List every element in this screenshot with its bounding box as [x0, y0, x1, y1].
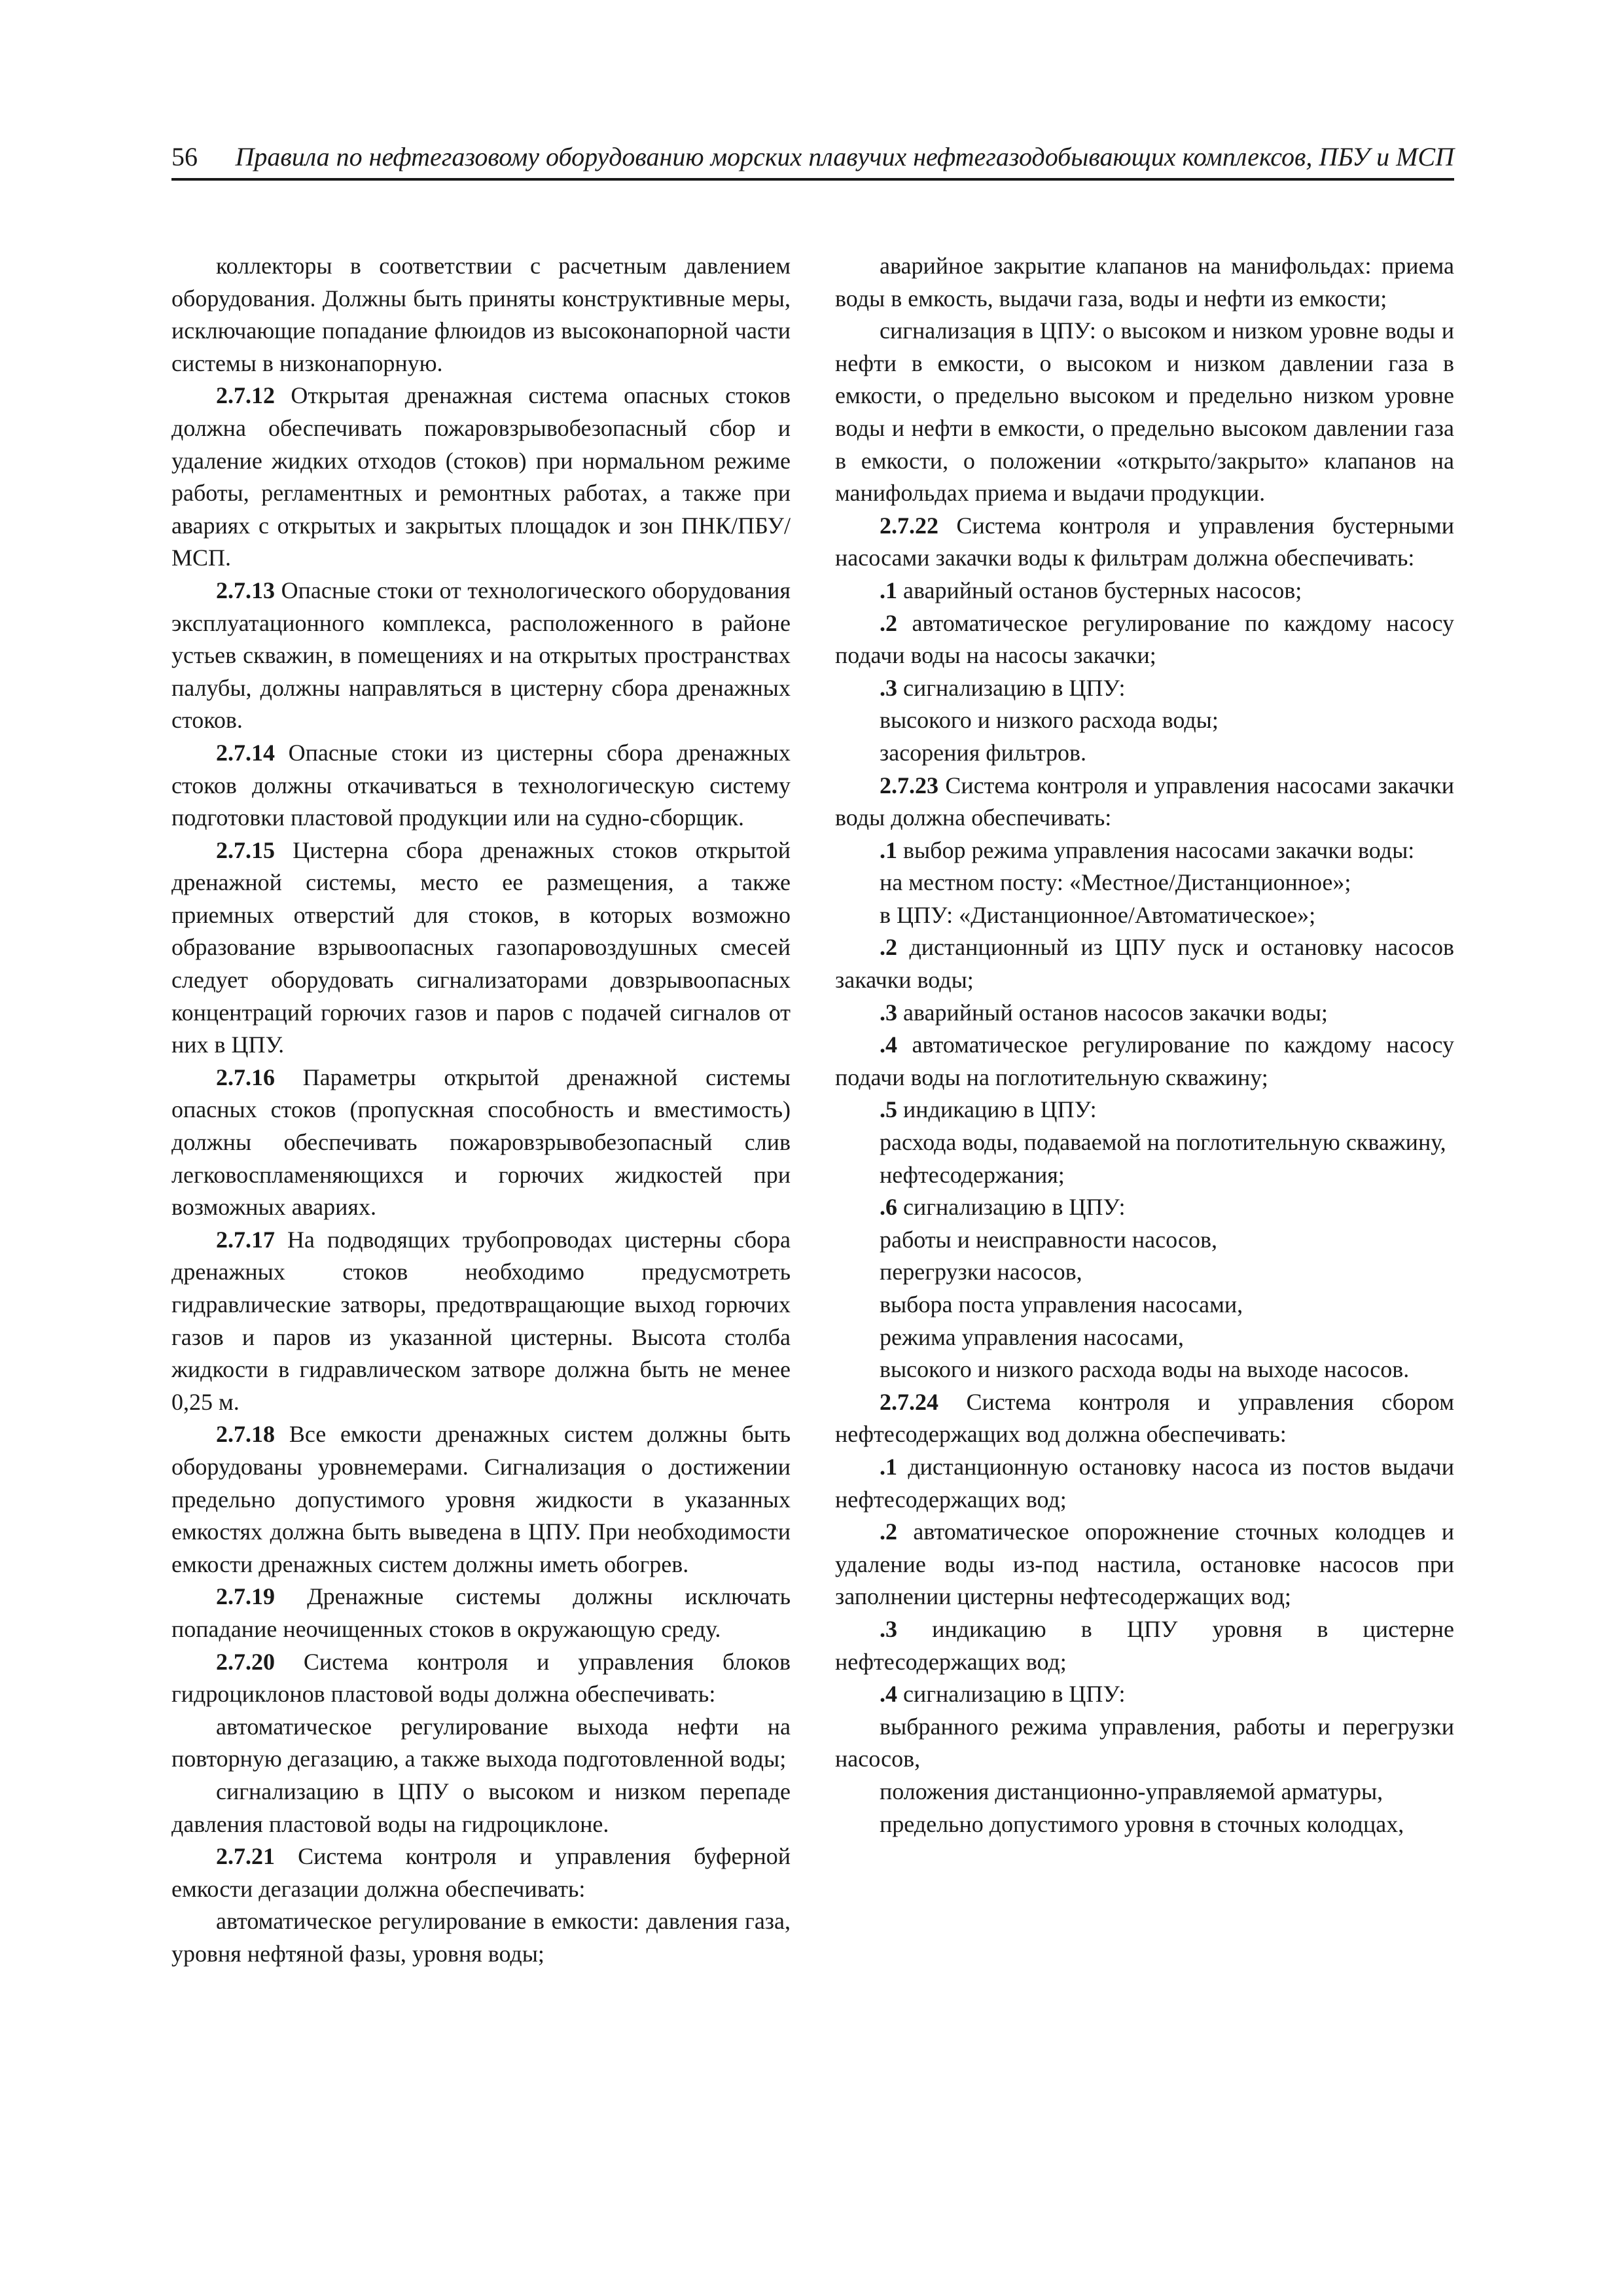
- paragraph-text: автоматическое регулирование выхода нефти на повторную дегазацию, а также выхода подготовленной воды;: [171, 1713, 791, 1772]
- paragraph-text: Система контроля и управления буферной емкости дегазации должна обеспечивать:: [171, 1843, 791, 1902]
- paragraph: [835, 1191, 1454, 1224]
- paragraph: [835, 315, 1454, 510]
- clause-number: .1: [880, 577, 897, 603]
- clause-number: .2: [880, 934, 897, 961]
- paragraph: [835, 1451, 1454, 1516]
- paragraph-text: Все емкости дренажных систем должны быть оборудованы уровнемерами. Сигнализация о достижении предельно допустимого уровня жидкости в указанных емкостях должна быть выведена в ЦПУ. При необходимости емкости дренажных систем должны иметь обогрев.: [171, 1421, 791, 1577]
- running-title: Правила по нефтегазовому оборудованию морских плавучих нефтегазодобывающих комплексов, ПБУ и МСП: [235, 142, 1454, 171]
- paragraph-text: Цистерна сбора дренажных стоков открытой дренажной системы, место ее размещения, а также приемных отверстий для стоков, в которых возможно образование взрывоопасных газопаровоздушных смесей следует оборудовать сигнализаторами довзрывоопасных концентраций горючих газов и паров с подачей сигналов от них в ЦПУ.: [171, 836, 791, 1058]
- paragraph: [835, 867, 1454, 899]
- clause-number: 2.7.24: [880, 1388, 938, 1415]
- paragraph: [171, 834, 791, 1062]
- paragraph-text: Дренажные системы должны исключать попадание неочищенных стоков в окружающую среду.: [171, 1583, 791, 1642]
- clause-number: 2.7.22: [880, 512, 938, 539]
- paragraph-text: Система контроля и управления сбором нефтесодержащих вод должна обеспечивать:: [835, 1388, 1454, 1448]
- paragraph-text: На подводящих трубопроводах цистерны сбора дренажных стоков необходимо предусмотреть гидравлические затворы, предотвращающие выход горючих газов и паров из указанной цистерны. Высота столба жидкости в гидравлическом затворе должна быть не менее 0,25 м.: [171, 1226, 791, 1415]
- paragraph-text: автоматическое опорожнение сточных колодцев и удаление воды из-под настила, остановке насосов при заполнении цистерны нефтесодержащих вод;: [835, 1518, 1454, 1610]
- paragraph-text: выбранного режима управления, работы и перегрузки насосов,: [835, 1713, 1454, 1772]
- paragraph: [835, 1516, 1454, 1613]
- paragraph: [835, 1776, 1454, 1808]
- paragraph-text: аварийный останов бустерных насосов;: [897, 577, 1302, 603]
- clause-number: 2.7.12: [216, 382, 275, 409]
- clause-number: .6: [880, 1194, 897, 1221]
- clause-number: .2: [880, 1518, 897, 1545]
- paragraph-text: дистанционную остановку насоса из постов выдачи нефтесодержащих вод;: [835, 1453, 1454, 1513]
- paragraph: [835, 1159, 1454, 1192]
- paragraph: [171, 1905, 791, 1970]
- paragraph: [835, 1224, 1454, 1257]
- paragraph: [835, 704, 1454, 737]
- paragraph-text: расхода воды, подаваемой на поглотительную скважину,: [880, 1129, 1446, 1156]
- paragraph: [835, 1094, 1454, 1126]
- paragraph: [171, 737, 791, 834]
- paragraph: [835, 607, 1454, 672]
- paragraph: [835, 1678, 1454, 1711]
- clause-number: 2.7.17: [216, 1226, 275, 1253]
- paragraph-text: сигнализацию в ЦПУ о высоком и низком перепаде давления пластовой воды на гидроциклоне.: [171, 1778, 791, 1837]
- clause-number: .3: [880, 1615, 897, 1642]
- paragraph-text: Система контроля и управления блоков гидроциклонов пластовой воды должна обеспечивать:: [171, 1648, 791, 1708]
- paragraph-text: сигнализацию в ЦПУ:: [897, 1681, 1126, 1708]
- paragraph-text: Система контроля и управления насосами закачки воды должна обеспечивать:: [835, 772, 1454, 831]
- paragraph-text: положения дистанционно-управляемой арматуры,: [880, 1778, 1383, 1804]
- paragraph: [171, 1224, 791, 1419]
- paragraph-text: сигнализацию в ЦПУ:: [897, 674, 1126, 701]
- clause-number: 2.7.14: [216, 739, 275, 766]
- paragraph-text: перегрузки насосов,: [880, 1259, 1082, 1285]
- paragraph-text: аварийный останов насосов закачки воды;: [897, 999, 1328, 1026]
- paragraph-text: режима управления насосами,: [880, 1323, 1184, 1350]
- paragraph-text: автоматическое регулирование по каждому насосу подачи воды на поглотительную скважину;: [835, 1031, 1454, 1090]
- clause-number: 2.7.19: [216, 1583, 275, 1610]
- paragraph: [835, 1029, 1454, 1094]
- paragraph: [835, 834, 1454, 867]
- clause-number: 2.7.21: [216, 1843, 275, 1870]
- clause-number: .2: [880, 609, 897, 636]
- clause-number: .1: [880, 1453, 897, 1480]
- paragraph-text: автоматическое регулирование по каждому насосу подачи воды на насосы закачки;: [835, 609, 1454, 669]
- paragraph: [835, 1289, 1454, 1321]
- clause-number: .3: [880, 999, 897, 1026]
- right-column: [835, 250, 1454, 1840]
- paragraph-text: индикацию в ЦПУ уровня в цистерне нефтесодержащих вод;: [835, 1615, 1454, 1675]
- paragraph-text: коллекторы в соответствии с расчетным давлением оборудования. Должны быть приняты конструктивные меры, исключающие попадание флюидов из высоконапорной части системы в низконапорную.: [171, 253, 791, 376]
- paragraph-text: Параметры открытой дренажной системы опасных стоков (пропускная способность и вместимость) должны обеспечивать пожаровзрывобезопасный слив легковоспламеняющихся и горючих жидкостей при возможных авариях.: [171, 1064, 791, 1221]
- paragraph: [835, 931, 1454, 996]
- clause-number: 2.7.18: [216, 1421, 275, 1448]
- paragraph-text: предельно допустимого уровня в сточных колодцах,: [880, 1810, 1404, 1837]
- paragraph: [835, 672, 1454, 705]
- clause-number: 2.7.23: [880, 772, 938, 798]
- page-header: [171, 137, 1454, 179]
- paragraph: [171, 1581, 791, 1645]
- paragraph-text: высокого и низкого расхода воды;: [880, 707, 1219, 734]
- paragraph-text: Открытая дренажная система опасных стоков должна обеспечивать пожаровзрывобезопасный сбор и удаление жидких отходов (стоков) при нормальном режиме работы, регламентных и ремонтных работах, а также при авариях с открытых и закрытых площадок и зон ПНК/ПБУ/МСП.: [171, 382, 791, 571]
- clause-number: .4: [880, 1031, 897, 1058]
- paragraph: [835, 1808, 1454, 1841]
- paragraph: [835, 1711, 1454, 1776]
- paragraph: [835, 1321, 1454, 1354]
- clause-number: 2.7.20: [216, 1648, 275, 1675]
- paragraph: [171, 1418, 791, 1581]
- paragraph: [835, 997, 1454, 1030]
- paragraph: [835, 899, 1454, 932]
- left-column: [171, 250, 791, 1970]
- paragraph-text: Опасные стоки из цистерны сбора дренажных стоков должны откачиваться в технологическую систему подготовки пластовой продукции или на судно-сборщик.: [171, 739, 791, 831]
- paragraph: [171, 1840, 791, 1905]
- paragraph-text: аварийное закрытие клапанов на манифольдах: приема воды в емкость, выдачи газа, воды и нефти из емкости;: [835, 253, 1454, 312]
- paragraph: [835, 1386, 1454, 1451]
- clause-number: 2.7.15: [216, 836, 275, 863]
- clause-number: .4: [880, 1681, 897, 1708]
- paragraph: [171, 1776, 791, 1840]
- paragraph-text: автоматическое регулирование в емкости: давления газа, уровня нефтяной фазы, уровня воды;: [171, 1908, 791, 1967]
- clause-number: 2.7.16: [216, 1064, 275, 1090]
- paragraph: [171, 1062, 791, 1224]
- paragraph: [171, 1711, 791, 1776]
- paragraph-text: в ЦПУ: «Дистанционное/Автоматическое»;: [880, 901, 1316, 928]
- paragraph: [171, 250, 791, 380]
- paragraph: [835, 1126, 1454, 1159]
- paragraph: [835, 510, 1454, 575]
- page-number: 56: [171, 142, 198, 171]
- clause-number: .5: [880, 1096, 897, 1123]
- paragraph: [835, 770, 1454, 834]
- paragraph-text: нефтесодержания;: [880, 1161, 1065, 1188]
- paragraph: [835, 250, 1454, 315]
- paragraph-text: работы и неисправности насосов,: [880, 1226, 1217, 1253]
- paragraph-text: выбор режима управления насосами закачки воды:: [897, 836, 1415, 863]
- paragraph-text: индикацию в ЦПУ:: [897, 1096, 1097, 1123]
- paragraph: [835, 1613, 1454, 1678]
- paragraph: [835, 575, 1454, 607]
- paragraph: [835, 737, 1454, 770]
- paragraph: [835, 1256, 1454, 1289]
- paragraph-text: сигнализация в ЦПУ: о высоком и низком уровне воды и нефти в емкости, о высоком и низком давлении газа в емкости, о предельно высоком и предельно низком уровне воды и нефти в емкости, о предельно высоком давлении газа в емкости, о положении «открыто/закрыто» клапанов на манифольдах приема и выдачи продукции.: [835, 317, 1454, 507]
- header-rule: [171, 178, 1454, 181]
- paragraph: [171, 1646, 791, 1711]
- paragraph-text: Опасные стоки от технологического оборудования эксплуатационного комплекса, расположенного в районе устьев скважин, в помещениях и на открытых пространствах палубы, должны направляться в цистерну сбора дренажных стоков.: [171, 577, 791, 734]
- paragraph-text: высокого и низкого расхода воды на выходе насосов.: [880, 1356, 1410, 1383]
- paragraph: [835, 1354, 1454, 1386]
- paragraph: [171, 575, 791, 737]
- paragraph-text: засорения фильтров.: [880, 739, 1087, 766]
- clause-number: .1: [880, 836, 897, 863]
- paragraph-text: дистанционный из ЦПУ пуск и остановку насосов закачки воды;: [835, 934, 1454, 994]
- clause-number: 2.7.13: [216, 577, 275, 603]
- clause-number: .3: [880, 674, 897, 701]
- paragraph: [171, 380, 791, 575]
- paragraph-text: выбора поста управления насосами,: [880, 1291, 1243, 1318]
- paragraph-text: сигнализацию в ЦПУ:: [897, 1194, 1126, 1221]
- paragraph-text: на местном посту: «Местное/Дистанционное»;: [880, 869, 1351, 896]
- paragraph-text: Система контроля и управления бустерными насосами закачки воды к фильтрам должна обеспечивать:: [835, 512, 1454, 571]
